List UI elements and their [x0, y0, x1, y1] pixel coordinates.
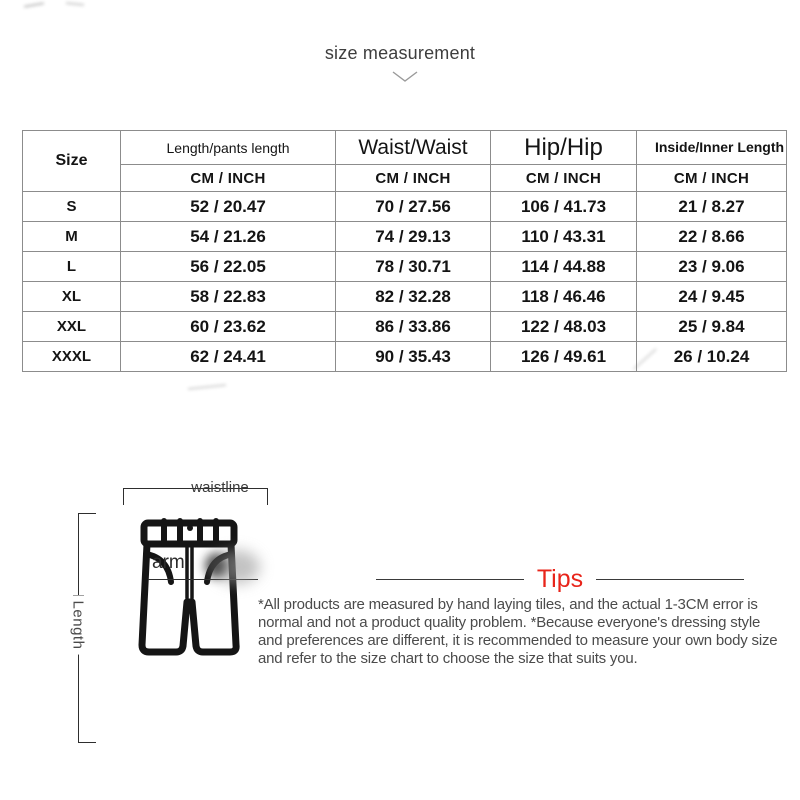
tips-title: Tips	[536, 564, 584, 593]
table-row	[23, 282, 787, 312]
size-cell: XL	[23, 282, 121, 312]
table-row	[23, 222, 787, 252]
measurement-cell: 82 / 32.28	[336, 282, 491, 312]
measurement-cell: 25 / 9.84	[637, 312, 787, 342]
length-label: Length	[70, 596, 87, 655]
measurement-cell: 54 / 21.26	[121, 222, 336, 252]
unit-header: CM / INCH	[637, 165, 787, 192]
measurement-cell: 21 / 8.27	[637, 192, 787, 222]
unit-header: CM / INCH	[336, 165, 491, 192]
measurement-cell: 60 / 23.62	[121, 312, 336, 342]
size-cell: XXL	[23, 312, 121, 342]
table-row	[23, 342, 787, 372]
size-cell: L	[23, 252, 121, 282]
measurement-cell: 70 / 27.56	[336, 192, 491, 222]
smudge-artifact	[66, 2, 84, 6]
measurement-cell: 118 / 46.46	[491, 282, 637, 312]
tips-header	[376, 564, 744, 594]
measurement-cell: 126 / 49.61	[491, 342, 637, 372]
table-row	[23, 312, 787, 342]
size-cell: M	[23, 222, 121, 252]
column-header-inside-length: Inside/Inner Length	[637, 131, 787, 165]
page-title: size measurement	[324, 43, 476, 63]
measurement-cell: 90 / 35.43	[336, 342, 491, 372]
unit-header: CM / INCH	[491, 165, 637, 192]
measurement-cell: 58 / 22.83	[121, 282, 336, 312]
column-header-waist: Waist/Waist	[336, 131, 491, 165]
shorts-icon	[138, 518, 240, 658]
measurement-cell: 74 / 29.13	[336, 222, 491, 252]
table-row	[23, 252, 787, 282]
column-header-length: Length/pants length	[121, 131, 336, 165]
measurement-cell: 114 / 44.88	[491, 252, 637, 282]
measurement-cell: 23 / 9.06	[637, 252, 787, 282]
tips-divider-line	[376, 579, 524, 580]
smudge-artifact	[188, 384, 226, 390]
measurement-cell: 56 / 22.05	[121, 252, 336, 282]
tips-divider-line	[596, 579, 744, 580]
measurement-cell: 62 / 24.41	[121, 342, 336, 372]
size-cell: XXXL	[23, 342, 121, 372]
column-header-hip: Hip/Hip	[491, 131, 637, 165]
waistline-label: waistline	[191, 479, 249, 496]
measurement-cell: 106 / 41.73	[491, 192, 637, 222]
size-table	[22, 130, 787, 372]
measurement-cell: 22 / 8.66	[637, 222, 787, 252]
table-row	[23, 192, 787, 222]
measurement-cell: 78 / 30.71	[336, 252, 491, 282]
measurement-cell: 52 / 20.47	[121, 192, 336, 222]
measurement-cell: 86 / 33.86	[336, 312, 491, 342]
measurement-cell: 24 / 9.45	[637, 282, 787, 312]
tips-body-text: *All products are measured by hand laying tiles, and the actual 1-3CM error is normal and not a product quality problem. *Because everyone's dressing style and preferences are different, it is recommended to measure your own body size and refer to the size chart to choose the size that suits you.	[258, 596, 778, 667]
arm-label: arm	[152, 552, 185, 573]
chevron-down-icon[interactable]	[392, 70, 418, 88]
smudge-artifact	[24, 2, 44, 7]
smudge-artifact	[205, 553, 227, 578]
measurement-cell: 122 / 48.03	[491, 312, 637, 342]
unit-header: CM / INCH	[121, 165, 336, 192]
measurement-cell: 110 / 43.31	[491, 222, 637, 252]
column-header-size: Size	[23, 131, 121, 192]
size-cell: S	[23, 192, 121, 222]
measurement-cell: 26 / 10.24	[637, 342, 787, 372]
